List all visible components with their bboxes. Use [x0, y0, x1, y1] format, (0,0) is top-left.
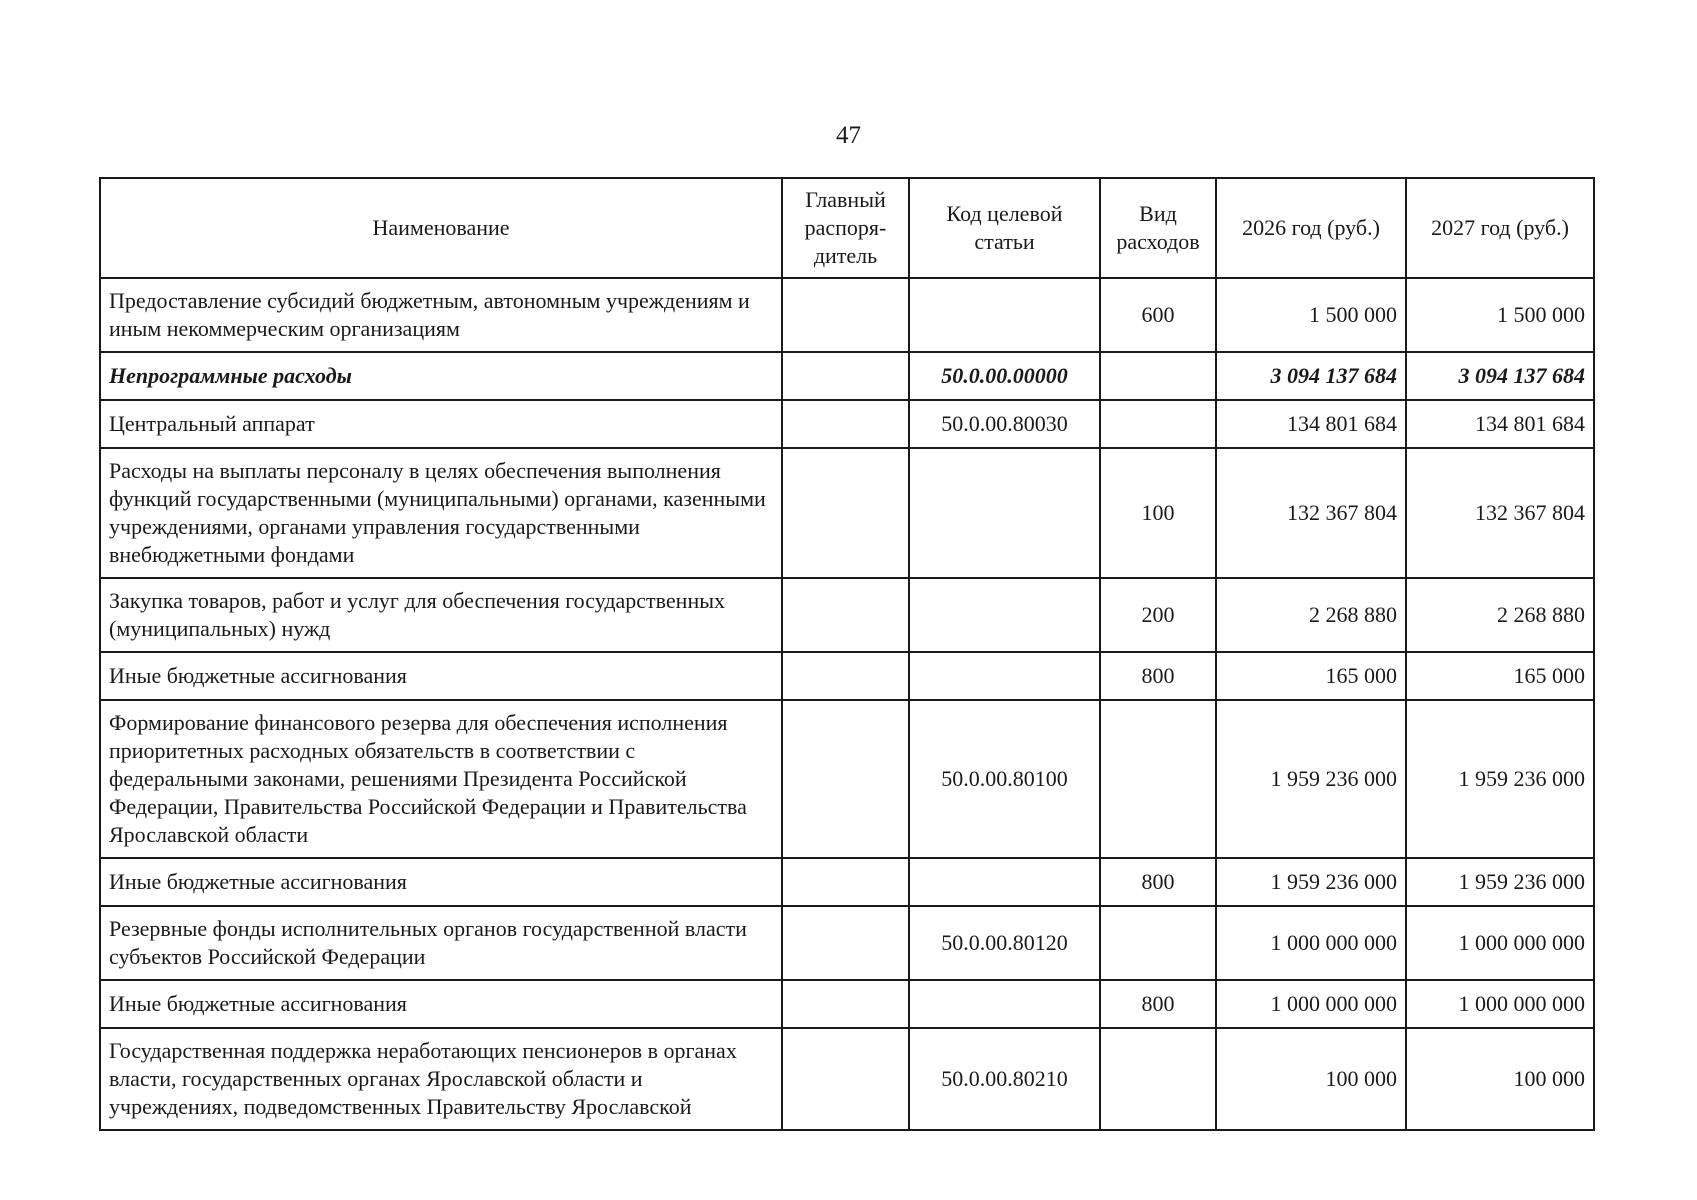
row-2026: 1 000 000 000: [1216, 906, 1406, 980]
row-type: [1100, 352, 1216, 400]
row-type: 100: [1100, 448, 1216, 578]
row-2027: 134 801 684: [1406, 400, 1594, 448]
row-2027: 1 000 000 000: [1406, 906, 1594, 980]
table-row: [100, 906, 1594, 980]
row-type: [1100, 400, 1216, 448]
row-2027: 165 000: [1406, 652, 1594, 700]
row-code: [909, 578, 1100, 652]
table-row-section: [100, 352, 1594, 400]
row-name: Государственная поддержка неработающих пенсионеров в органах власти, государственных органах Ярославской области и учреждениях, подведомственных Правительству Ярославской: [100, 1028, 782, 1130]
row-2026: 165 000: [1216, 652, 1406, 700]
row-name: Иные бюджетные ассигнования: [100, 652, 782, 700]
row-2027: 3 094 137 684: [1406, 352, 1594, 400]
row-2026: 1 959 236 000: [1216, 858, 1406, 906]
row-manager: [782, 858, 909, 906]
row-name: Резервные фонды исполнительных органов государственной власти субъектов Российской Федерации: [100, 906, 782, 980]
row-name: Иные бюджетные ассигнования: [100, 980, 782, 1028]
row-2026: 1 500 000: [1216, 278, 1406, 352]
row-code: [909, 858, 1100, 906]
row-2027: 132 367 804: [1406, 448, 1594, 578]
header-code: Код целевой статьи: [909, 178, 1100, 278]
row-2026: 1 000 000 000: [1216, 980, 1406, 1028]
table-row: [100, 980, 1594, 1028]
row-2026: 134 801 684: [1216, 400, 1406, 448]
row-2026: 132 367 804: [1216, 448, 1406, 578]
header-type: Вид расходов: [1100, 178, 1216, 278]
table-row: [100, 278, 1594, 352]
row-manager: [782, 278, 909, 352]
table-row: [100, 700, 1594, 858]
row-2027: 1 959 236 000: [1406, 858, 1594, 906]
row-type: 200: [1100, 578, 1216, 652]
row-2027: 2 268 880: [1406, 578, 1594, 652]
row-name: Непрограммные расходы: [100, 352, 782, 400]
row-code: [909, 980, 1100, 1028]
row-manager: [782, 906, 909, 980]
row-code: 50.0.00.80120: [909, 906, 1100, 980]
row-manager: [782, 578, 909, 652]
row-manager: [782, 652, 909, 700]
row-name: Центральный аппарат: [100, 400, 782, 448]
header-2027: 2027 год (руб.): [1406, 178, 1594, 278]
row-name: Предоставление субсидий бюджетным, автономным учреждениям и иным некоммерческим организациям: [100, 278, 782, 352]
row-2027: 1 000 000 000: [1406, 980, 1594, 1028]
row-type: [1100, 700, 1216, 858]
row-type: [1100, 1028, 1216, 1130]
row-name: Закупка товаров, работ и услуг для обеспечения государственных (муниципальных) нужд: [100, 578, 782, 652]
row-name: Формирование финансового резерва для обеспечения исполнения приоритетных расходных обязательств в соответствии с федеральными законами, решениями Президента Российской Федерации, Правительства Российской Федерации и Правительства Ярославской области: [100, 700, 782, 858]
table-row: [100, 448, 1594, 578]
row-manager: [782, 352, 909, 400]
header-name: Наименование: [100, 178, 782, 278]
row-2026: 2 268 880: [1216, 578, 1406, 652]
row-type: 600: [1100, 278, 1216, 352]
row-manager: [782, 400, 909, 448]
table-row: [100, 652, 1594, 700]
row-code: [909, 652, 1100, 700]
row-manager: [782, 448, 909, 578]
table-row: [100, 858, 1594, 906]
row-type: 800: [1100, 858, 1216, 906]
row-code: 50.0.00.80210: [909, 1028, 1100, 1130]
header-2026: 2026 год (руб.): [1216, 178, 1406, 278]
row-manager: [782, 1028, 909, 1130]
header-manager: Главный распоря-дитель: [782, 178, 909, 278]
row-type: [1100, 906, 1216, 980]
row-type: 800: [1100, 652, 1216, 700]
row-2026: 3 094 137 684: [1216, 352, 1406, 400]
table-row: [100, 400, 1594, 448]
row-name: Иные бюджетные ассигнования: [100, 858, 782, 906]
table-header-row: [100, 178, 1594, 278]
row-2026: 100 000: [1216, 1028, 1406, 1130]
row-2027: 100 000: [1406, 1028, 1594, 1130]
row-name: Расходы на выплаты персоналу в целях обеспечения выполнения функций государственными (муниципальными) органами, казенными учреждениями, органами управления государственными внебюджетными фондами: [100, 448, 782, 578]
budget-table: [99, 177, 1595, 1131]
row-manager: [782, 700, 909, 858]
table-row: [100, 1028, 1594, 1130]
row-code: 50.0.00.00000: [909, 352, 1100, 400]
row-2026: 1 959 236 000: [1216, 700, 1406, 858]
row-2027: 1 500 000: [1406, 278, 1594, 352]
table-row: [100, 578, 1594, 652]
row-code: [909, 448, 1100, 578]
row-manager: [782, 980, 909, 1028]
row-code: 50.0.00.80100: [909, 700, 1100, 858]
row-type: 800: [1100, 980, 1216, 1028]
row-code: 50.0.00.80030: [909, 400, 1100, 448]
page-number: 47: [836, 122, 861, 149]
row-code: [909, 278, 1100, 352]
row-2027: 1 959 236 000: [1406, 700, 1594, 858]
